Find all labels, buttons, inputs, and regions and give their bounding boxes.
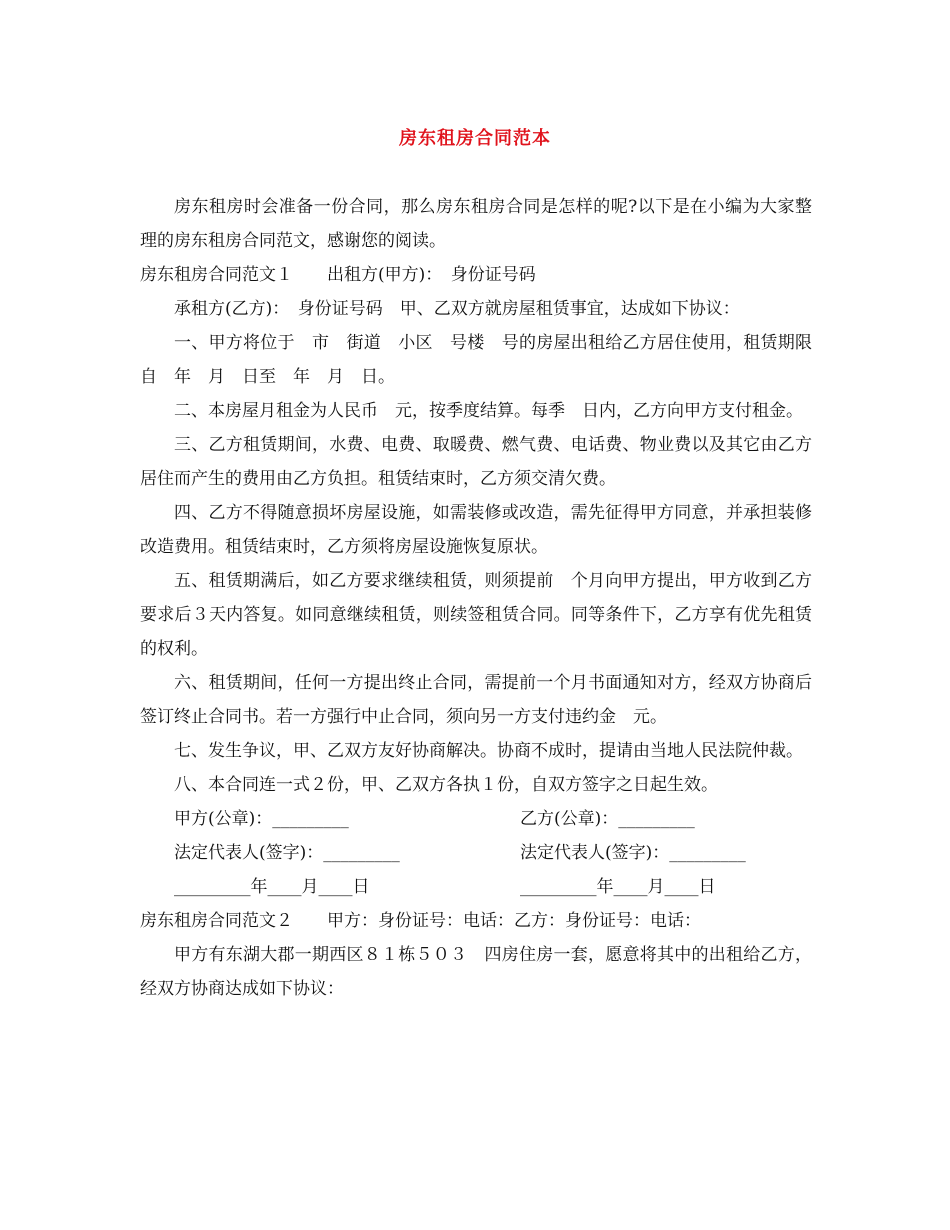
- clause-7: 七、发生争议，甲、乙双方友好协商解决。协商不成时，提请由当地人民法院仲裁。: [174, 741, 803, 761]
- clause-6: 六、租赁期间，任何一方提出终止合同，需提前一个月书面通知对方，经双方协商后签订终止合同书。若一方强行中止合同，须向另一方支付违约金 元。: [140, 673, 812, 727]
- sample2-header: 房东租房合同范文２ 甲方：身份证号：电话：乙方：身份证号：电话：: [140, 911, 701, 931]
- party-b-representative: 法定代表人(签字)：_________: [520, 843, 746, 863]
- clause-8: 八、本合同连一式２份，甲、乙双方各执１份，自双方签字之日起生效。: [174, 775, 718, 795]
- sample1-header: 房东租房合同范文１ 出租方(甲方)： 身份证号码: [140, 265, 536, 285]
- document-title: 房东租房合同范本: [399, 128, 551, 149]
- clause-4: 四、乙方不得随意损坏房屋设施，如需装修或改造，需先征得甲方同意，并承担装修改造费用。租赁结束时，乙方须将房屋设施恢复原状。: [140, 503, 812, 557]
- party-a-seal: 甲方(公章)：_________: [174, 809, 349, 829]
- lessee-paragraph: 承租方(乙方)： 身份证号码 甲、乙双方就房屋租赁事宜，达成如下协议：: [174, 299, 740, 319]
- party-a-date: _________年____月____日: [174, 877, 370, 897]
- sample2-body: 甲方有东湖大郡一期西区８１栋５０３ 四房住房一套，愿意将其中的出租给乙方，经双方协商达成如下协议：: [140, 945, 812, 999]
- clause-5: 五、租赁期满后，如乙方要求继续租赁，则须提前 个月向甲方提出，甲方收到乙方要求后３天内答复。如同意继续租赁，则续签租赁合同。同等条件下，乙方享有优先租赁的权利。: [140, 571, 812, 659]
- signature-row-date: [140, 870, 812, 904]
- intro-paragraph: 房东租房时会准备一份合同，那么房东租房合同是怎样的呢?以下是在小编为大家整理的房东租房合同范文，感谢您的阅读。: [140, 197, 812, 251]
- signature-row-seal: [140, 802, 812, 836]
- party-a-representative: 法定代表人(签字)：_________: [174, 843, 400, 863]
- party-b-date: _________年____月____日: [520, 877, 716, 897]
- party-b-seal: 乙方(公章)：_________: [520, 809, 695, 829]
- signature-row-representative: [140, 836, 812, 870]
- clause-2: 二、本房屋月租金为人民币 元，按季度结算。每季 日内，乙方向甲方支付租金。: [174, 401, 803, 421]
- document-body: [140, 190, 812, 1006]
- clause-3: 三、乙方租赁期间，水费、电费、取暖费、燃气费、电话费、物业费以及其它由乙方居住而产生的费用由乙方负担。租赁结束时，乙方须交清欠费。: [140, 435, 812, 489]
- clause-1: 一、甲方将位于 市 街道 小区 号楼 号的房屋出租给乙方居住使用，租赁期限自 年 月 日至 年 月 日。: [140, 333, 812, 387]
